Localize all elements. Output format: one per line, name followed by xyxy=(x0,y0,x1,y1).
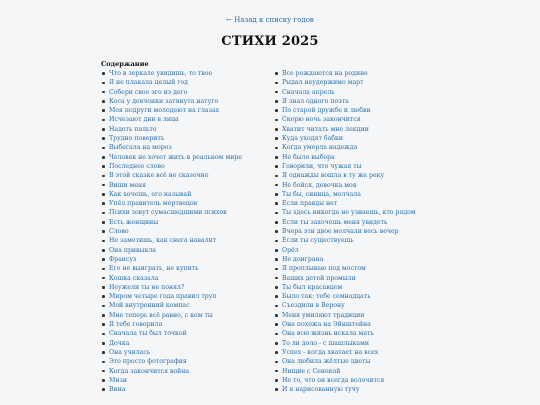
toc-list-item xyxy=(275,106,455,115)
toc-list-item xyxy=(275,236,455,245)
poem-link[interactable]: Вина xyxy=(109,386,126,394)
toc-list-item xyxy=(102,339,272,348)
toc-list-item xyxy=(102,311,272,320)
toc-list-item xyxy=(275,162,455,171)
toc-list-item xyxy=(275,227,455,236)
toc-list-item xyxy=(102,69,272,78)
toc-list-item xyxy=(102,190,272,199)
toc-list-item xyxy=(275,88,455,97)
toc-list-item xyxy=(275,376,455,385)
poem-link[interactable]: Его не выиграть, не купить xyxy=(109,265,199,273)
poem-link[interactable]: Есть женщины xyxy=(109,218,159,226)
toc-list-item xyxy=(102,88,272,97)
toc-list-item xyxy=(102,143,272,152)
toc-list-item xyxy=(102,208,272,217)
poem-link[interactable]: Она училась xyxy=(109,348,151,356)
poem-link[interactable]: Я знал одного поэта xyxy=(282,97,349,105)
toc-list-item xyxy=(102,115,272,124)
page-title: СТИХИ 2025 xyxy=(221,34,319,49)
poem-link[interactable]: Трудно поверить xyxy=(109,135,165,143)
poem-link[interactable]: Упёл правитель мертвецов xyxy=(109,200,198,208)
toc-list-item xyxy=(102,385,272,394)
toc-list-item xyxy=(102,264,272,273)
toc-list-item xyxy=(102,218,272,227)
toc-list-item xyxy=(275,78,455,87)
toc-list-item xyxy=(275,153,455,162)
poem-link[interactable]: Я однажды вошла в ту же реку xyxy=(282,172,385,180)
toc-list-item xyxy=(275,97,455,106)
toc-list-item xyxy=(102,367,272,376)
poem-link[interactable]: Надеть пальто xyxy=(109,125,157,133)
toc-list-item xyxy=(102,134,272,143)
toc-list-item xyxy=(275,292,455,301)
poem-link[interactable]: Я проплываю под мостом xyxy=(282,265,366,273)
toc-list-item xyxy=(275,255,455,264)
poem-link[interactable]: Она похожа на Эйнштейна xyxy=(282,321,371,329)
toc-list-item xyxy=(102,106,272,115)
poem-link[interactable]: Сначала апрель xyxy=(282,88,335,96)
toc-list-item xyxy=(102,97,272,106)
toc-list-item xyxy=(102,162,272,171)
toc-list-item xyxy=(275,208,455,217)
toc-list-item xyxy=(102,153,272,162)
poem-link[interactable]: Если ты захочешь меня увидеть xyxy=(282,218,388,226)
toc-column-right xyxy=(275,69,455,394)
poem-link[interactable]: Сначала ты был точкой xyxy=(109,330,187,338)
poem-link[interactable]: Нищие с Сенекой xyxy=(282,367,341,375)
toc-heading: Содержание xyxy=(101,60,149,68)
poem-link[interactable]: Коса у девчонки затянута натуго xyxy=(109,97,219,105)
poem-link[interactable]: Не доиграна xyxy=(282,255,324,263)
toc-list-item xyxy=(275,125,455,134)
poem-link[interactable]: Успех - когда хватает на всех xyxy=(282,348,379,356)
poem-link[interactable]: Вчера эти двое молчали весь вечер xyxy=(282,228,399,236)
poem-link[interactable]: Когда умерла надежда xyxy=(282,144,358,152)
poem-link[interactable]: Моя подруги молодеют на глазах xyxy=(109,107,220,115)
toc-list-item xyxy=(102,199,272,208)
poem-link[interactable]: Неужели ты не понял? xyxy=(109,283,185,291)
toc-list-item xyxy=(275,348,455,357)
poem-link[interactable]: Хватит читать мне лекции xyxy=(282,125,369,133)
back-to-years-link[interactable]: ← Назад к списку годов xyxy=(226,16,314,24)
poem-link[interactable]: В этой сказке всё не сказочно xyxy=(109,172,209,180)
poem-link[interactable]: Слово xyxy=(109,228,129,236)
toc-list-item xyxy=(102,348,272,357)
toc-list-item xyxy=(275,274,455,283)
poem-link[interactable]: Когда закончится война xyxy=(109,367,190,375)
poem-link[interactable]: Это просто фотография xyxy=(109,358,187,366)
poem-link[interactable]: Если ты существуешь xyxy=(282,237,354,245)
poem-link[interactable]: Не то, что он всегда волочится xyxy=(282,376,385,384)
poem-link[interactable]: И я нарисованную тучу xyxy=(282,386,360,394)
poem-link[interactable]: Меня умиляют традиции xyxy=(282,311,365,319)
poem-link[interactable]: Мизи xyxy=(109,376,127,384)
poem-link[interactable]: То ли доло - с шашлыками xyxy=(282,339,370,347)
toc-list-item xyxy=(275,301,455,310)
toc-list-item xyxy=(275,190,455,199)
toc-list-item xyxy=(102,376,272,385)
toc-list-item xyxy=(275,357,455,366)
toc-list-item xyxy=(102,320,272,329)
poem-link[interactable]: Кошка сказала xyxy=(109,274,159,282)
toc-list-item xyxy=(275,283,455,292)
poem-link[interactable]: Она всю жизнь искала мать xyxy=(282,330,374,338)
toc-list-item xyxy=(102,171,272,180)
toc-list-item xyxy=(275,171,455,180)
poem-link[interactable]: Все рождаются на родине xyxy=(282,70,368,77)
toc-list-item xyxy=(275,329,455,338)
toc-list-item xyxy=(275,367,455,376)
poem-link[interactable]: Съездили в Верону xyxy=(282,302,345,310)
poem-link[interactable]: Мне теперь всё равно, с кем ты xyxy=(109,311,213,319)
poem-link[interactable]: Я тебе говорила xyxy=(109,321,163,329)
toc-list-item xyxy=(102,227,272,236)
poem-link[interactable]: Если правды нет xyxy=(282,200,338,208)
poem-link[interactable]: Не бойся, девочка моя xyxy=(282,181,357,189)
toc-list-item xyxy=(275,181,455,190)
toc-list-item xyxy=(275,143,455,152)
toc-list-item xyxy=(102,357,272,366)
toc-list-item xyxy=(102,329,272,338)
poem-link[interactable]: Ты бы, синица, молчала xyxy=(282,190,361,198)
toc-list-item xyxy=(275,69,455,78)
toc-list-item xyxy=(275,218,455,227)
poem-link[interactable]: Что в зеркале увидишь, то твое xyxy=(109,70,213,77)
poem-link[interactable]: Рыдал неудержимо март xyxy=(282,79,364,87)
poem-link[interactable]: Она привыкла xyxy=(109,246,156,254)
toc-list-item xyxy=(102,78,272,87)
poem-link[interactable]: По старой дружбе и любви xyxy=(282,107,371,115)
poem-link[interactable]: Психи зовут сумасшедшими психов xyxy=(109,209,227,217)
poem-link[interactable]: Она любила жёлтые цветы xyxy=(282,358,371,366)
toc-list-item xyxy=(275,115,455,124)
toc-column-left xyxy=(102,69,272,394)
toc-list-item xyxy=(102,283,272,292)
toc-list-item xyxy=(275,134,455,143)
poem-link[interactable]: Собери свое эго из дего xyxy=(109,88,188,96)
toc-list-item xyxy=(102,246,272,255)
poem-link[interactable]: Говорили, что чужая ты xyxy=(282,162,362,170)
toc-list-item xyxy=(102,292,272,301)
toc-list-item xyxy=(275,311,455,320)
poem-link[interactable]: Я не плакала целый год xyxy=(109,79,188,87)
poem-link[interactable]: Человек не хочет жить в реальном мире xyxy=(109,153,243,161)
poem-link[interactable]: Скорю ночь закончится xyxy=(282,116,361,124)
toc-list-item xyxy=(102,274,272,283)
poem-link[interactable]: Орёл xyxy=(282,246,299,254)
poem-link[interactable]: Виши меня xyxy=(109,181,147,189)
toc-list-item xyxy=(275,339,455,348)
poem-link[interactable]: Как хочешь, его называй xyxy=(109,190,192,198)
poem-link[interactable]: Франсуз xyxy=(109,255,137,263)
poem-link[interactable]: Ты здесь никогда не узнаешь, кто рядом xyxy=(282,209,416,217)
poem-link[interactable]: Куда уходят бабки xyxy=(282,135,343,143)
poem-link[interactable]: Выбегала на мороз xyxy=(109,144,172,152)
toc-list-item xyxy=(102,125,272,134)
toc-list-item xyxy=(102,255,272,264)
toc-list-item xyxy=(275,320,455,329)
poem-link[interactable]: Дочка xyxy=(109,339,130,347)
toc-list-item xyxy=(102,301,272,310)
poem-link[interactable]: Мой внутренний компас xyxy=(109,302,190,310)
poem-link[interactable]: Миром четыре года правил труп xyxy=(109,293,217,301)
poem-link[interactable]: Не заметишь, как снега навалит xyxy=(109,237,217,245)
poem-link[interactable]: Исчезают дни в лица xyxy=(109,116,179,124)
poem-link[interactable]: Ты был красавцем xyxy=(282,283,343,291)
poem-link[interactable]: Не было выбора xyxy=(282,153,335,161)
toc-list-item xyxy=(275,385,455,394)
poem-link[interactable]: Было так: тебе семнадцать xyxy=(282,293,371,301)
toc-list-item xyxy=(275,199,455,208)
poem-link[interactable]: Ваших детей промыли xyxy=(282,274,356,282)
toc-list-item xyxy=(275,246,455,255)
poem-link[interactable]: Последнее слово xyxy=(109,162,165,170)
toc-list-item xyxy=(102,236,272,245)
toc-list-item xyxy=(275,264,455,273)
toc-list-item xyxy=(102,181,272,190)
